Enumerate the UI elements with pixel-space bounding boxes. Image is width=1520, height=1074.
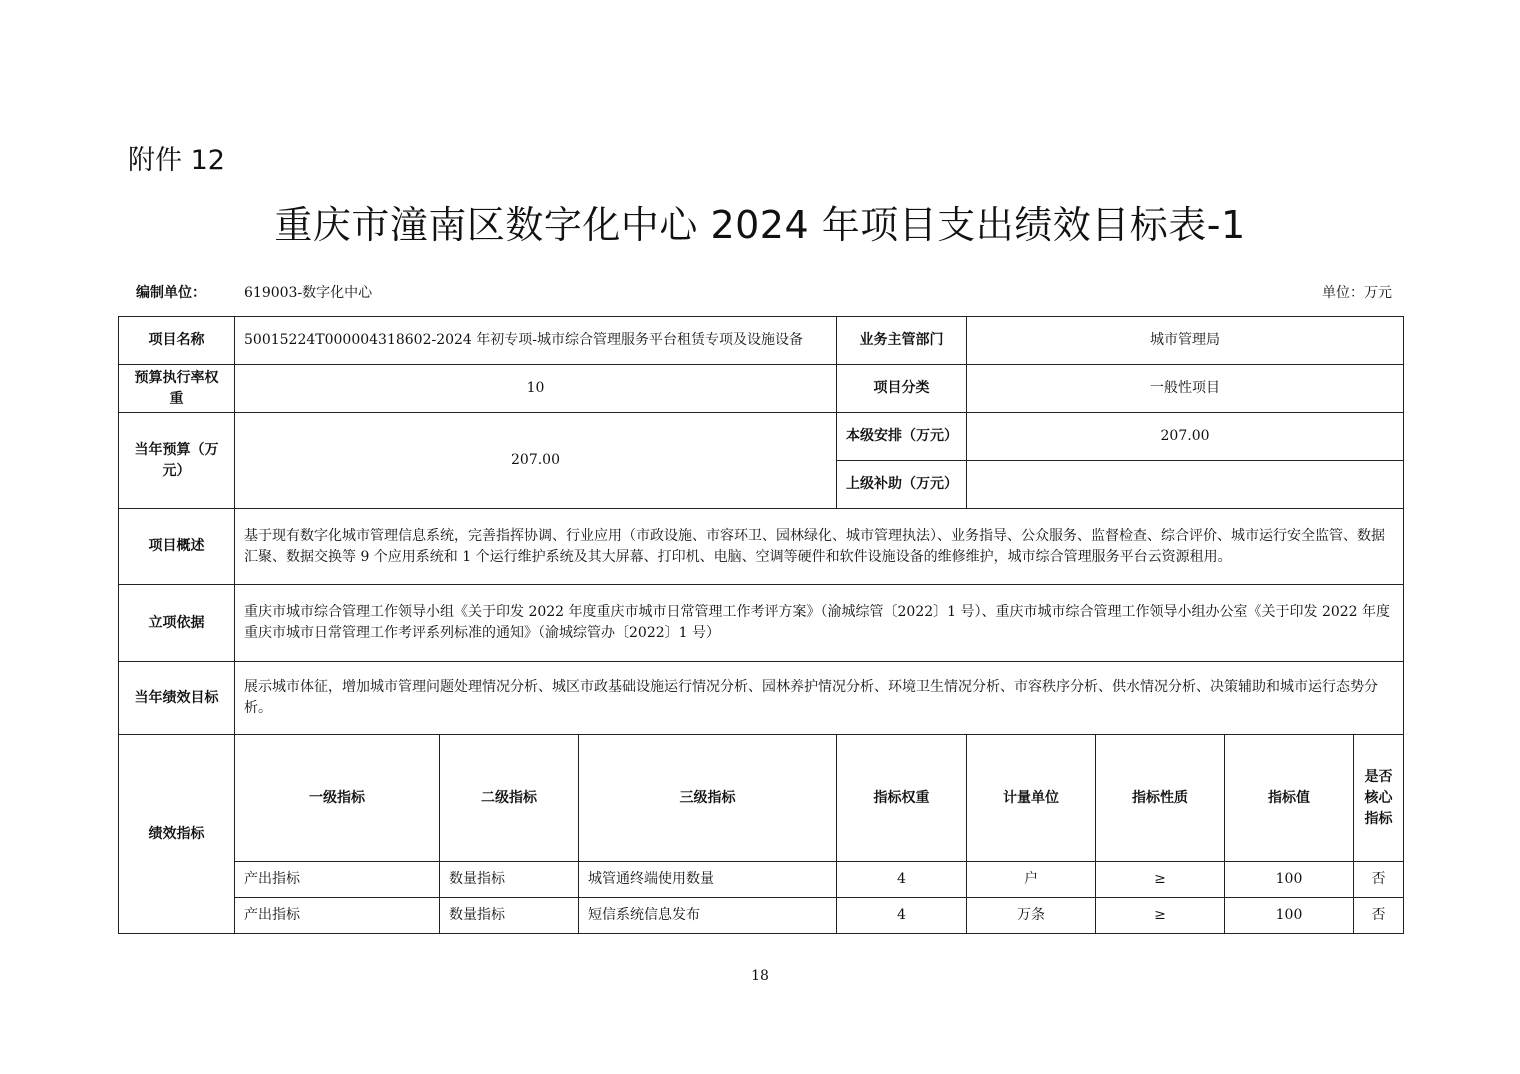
performance-table xyxy=(118,316,1404,934)
row-basis xyxy=(119,585,1404,662)
local-funding-label: 本级安排（万元） xyxy=(837,413,967,461)
goal-text: 展示城市体征，增加城市管理问题处理情况分析、城区市政基础设施运行情况分析、园林养护情况分析、环境卫生情况分析、市容秩序分析、供水情况分析、决策辅助和城市运行态势分析。 xyxy=(235,662,1404,735)
meta-row xyxy=(136,282,1392,304)
header-level2: 二级指标 xyxy=(440,735,579,862)
cell-core: 否 xyxy=(1354,862,1404,898)
compiling-unit-label: 编制单位： xyxy=(136,285,206,301)
budget-value: 207.00 xyxy=(235,413,837,509)
header-core: 是否核心指标 xyxy=(1354,735,1404,862)
category-value: 一般性项目 xyxy=(967,365,1404,413)
upper-subsidy-label: 上级补助（万元） xyxy=(837,461,967,509)
row-overview xyxy=(119,509,1404,585)
cell-nature: ≥ xyxy=(1096,898,1225,934)
cell-level2: 数量指标 xyxy=(440,862,579,898)
dept-label: 业务主管部门 xyxy=(837,317,967,365)
cell-level1: 产出指标 xyxy=(235,862,440,898)
exec-weight-value: 10 xyxy=(235,365,837,413)
goal-label: 当年绩效目标 xyxy=(119,662,235,735)
category-label: 项目分类 xyxy=(837,365,967,413)
row-goal xyxy=(119,662,1404,735)
header-level3: 三级指标 xyxy=(579,735,837,862)
money-unit: 单位：万元 xyxy=(1322,285,1392,301)
local-funding-value: 207.00 xyxy=(967,413,1404,461)
cell-level3: 城管通终端使用数量 xyxy=(579,862,837,898)
header-nature: 指标性质 xyxy=(1096,735,1225,862)
cell-value: 100 xyxy=(1225,898,1354,934)
upper-subsidy-value xyxy=(967,461,1404,509)
basis-text: 重庆市城市综合管理工作领导小组《关于印发 2022 年度重庆市城市日常管理工作考评方案》（渝城综管〔2022〕1 号）、重庆市城市综合管理工作领导小组办公室《关于印发 2022 年度重庆市城市日常管理工作考评系列标准的通知》（渝城综管办〔2022〕1 号） xyxy=(235,585,1404,662)
page-number: 18 xyxy=(751,968,769,984)
overview-label: 项目概述 xyxy=(119,509,235,585)
header-value: 指标值 xyxy=(1225,735,1354,862)
page-title: 重庆市潼南区数字化中心 2024 年项目支出绩效目标表-1 xyxy=(274,203,1246,247)
cell-level2: 数量指标 xyxy=(440,898,579,934)
compiling-unit-value: 619003-数字化中心 xyxy=(244,285,373,301)
cell-weight: 4 xyxy=(837,898,967,934)
row-budget-local xyxy=(119,413,1404,461)
header-weight: 指标权重 xyxy=(837,735,967,862)
project-name-label: 项目名称 xyxy=(119,317,235,365)
cell-unit: 万条 xyxy=(967,898,1096,934)
cell-value: 100 xyxy=(1225,862,1354,898)
cell-nature: ≥ xyxy=(1096,862,1225,898)
basis-label: 立项依据 xyxy=(119,585,235,662)
cell-core: 否 xyxy=(1354,898,1404,934)
cell-unit: 户 xyxy=(967,862,1096,898)
row-project-name xyxy=(119,317,1404,365)
cell-weight: 4 xyxy=(837,862,967,898)
attachment-label: 附件 12 xyxy=(128,145,225,176)
budget-label: 当年预算（万元） xyxy=(119,413,235,509)
dept-value: 城市管理局 xyxy=(967,317,1404,365)
row-exec-weight xyxy=(119,365,1404,413)
header-unit: 计量单位 xyxy=(967,735,1096,862)
indicators-label: 绩效指标 xyxy=(119,735,235,934)
cell-level3: 短信系统信息发布 xyxy=(579,898,837,934)
project-name-value: 50015224T000004318602-2024 年初专项-城市综合管理服务平台租赁专项及设施设备 xyxy=(235,317,837,365)
header-level1: 一级指标 xyxy=(235,735,440,862)
overview-text: 基于现有数字化城市管理信息系统，完善指挥协调、行业应用（市政设施、市容环卫、园林绿化、城市管理执法）、业务指导、公众服务、监督检查、综合评价、城市运行安全监管、数据汇聚、数据交换等 9 个应用系统和 1 个运行维护系统及其大屏幕、打印机、电脑、空调等硬件和软件设施设备的维修维护，城市综合管理服务平台云资源租用。 xyxy=(235,509,1404,585)
indicator-row xyxy=(119,898,1404,934)
cell-level1: 产出指标 xyxy=(235,898,440,934)
indicator-row xyxy=(119,862,1404,898)
row-indicator-header xyxy=(119,735,1404,862)
exec-weight-label: 预算执行率权重 xyxy=(119,365,235,413)
